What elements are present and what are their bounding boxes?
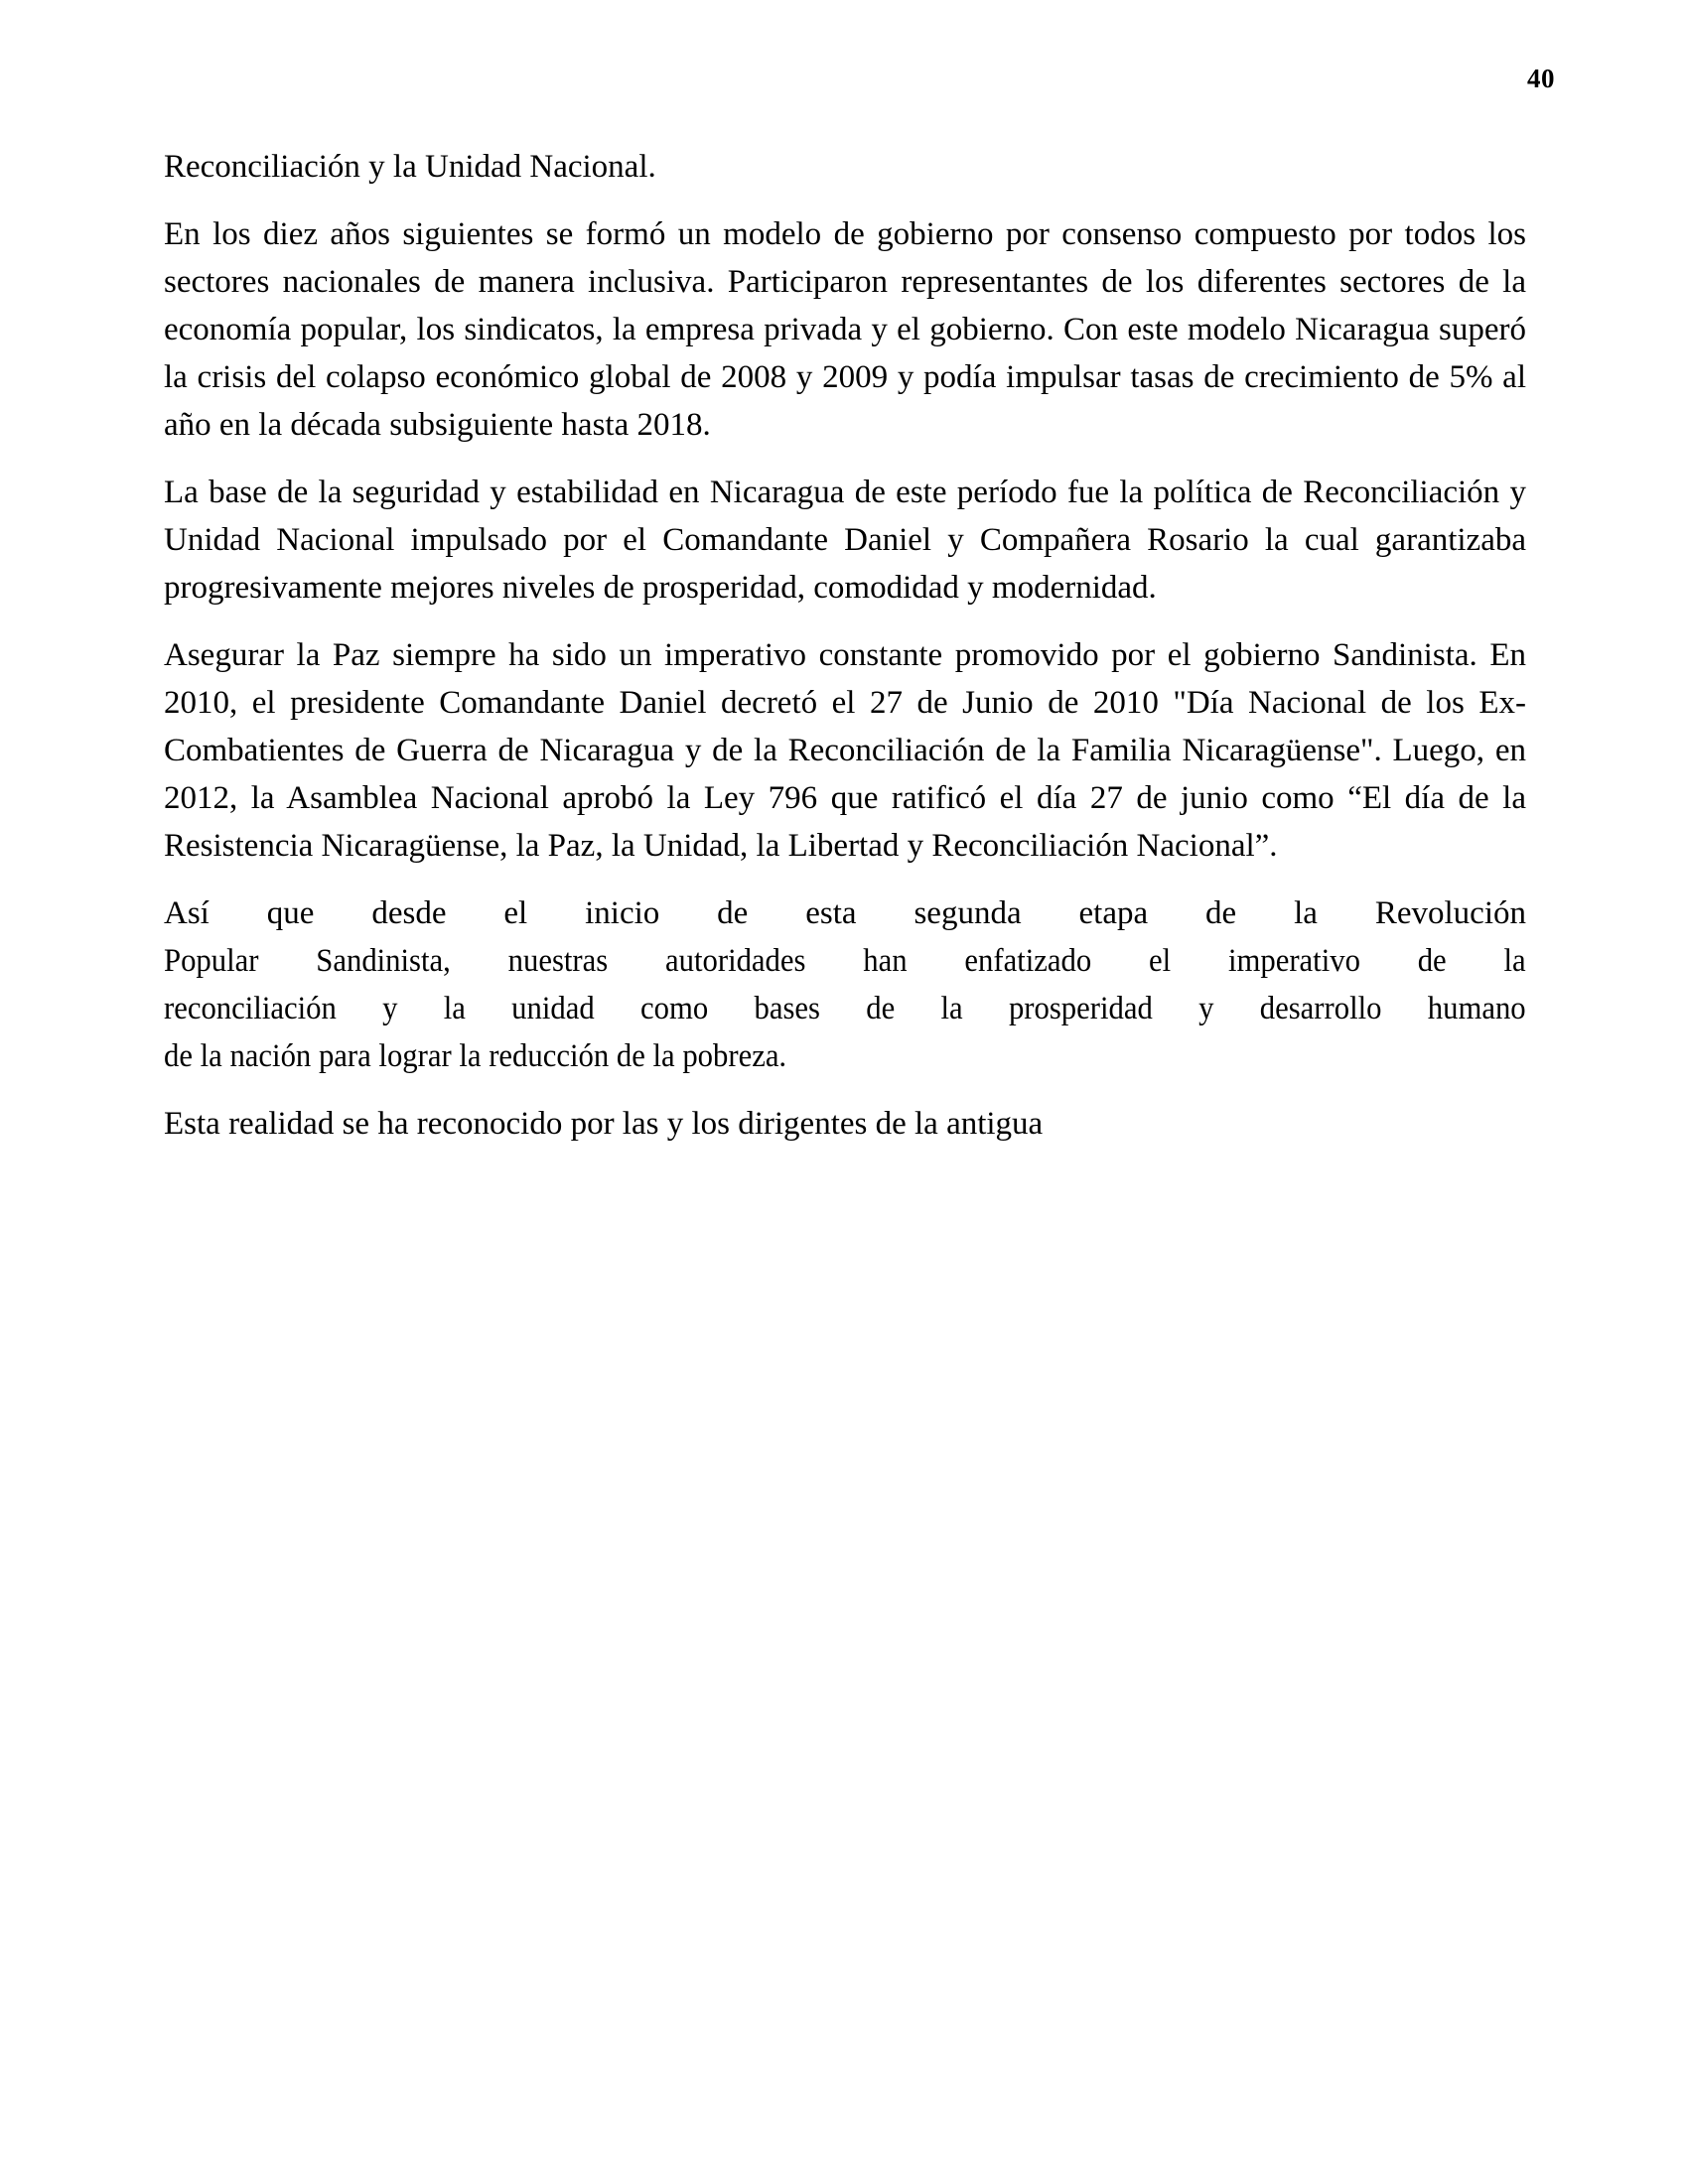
paragraph-5-line-2: Popular Sandinista, nuestras autoridades han enfatizado el imperativo de la bbox=[164, 943, 1526, 979]
body-text-column bbox=[164, 143, 1526, 1148]
paragraph-5-line-1: Así que desde el inicio de esta segunda etapa de la Revolución bbox=[164, 895, 1526, 931]
paragraph-3: La base de la seguridad y estabilidad en Nicaragua de este período fue la política de Reconciliación y Unidad Nacional impulsado por el Comandante Daniel y Compañera Rosario la cual garantizaba progresivamente mejores niveles de prosperidad, comodidad y modernidad. bbox=[164, 475, 1526, 606]
page-number: 40 bbox=[1527, 64, 1555, 93]
paragraph-2: En los diez años siguientes se formó un modelo de gobierno por consenso compuesto por todos los sectores nacionales de manera inclusiva. Participaron representantes de los diferentes sectores de la economía popular, los sindicatos, la empresa privada y el gobierno. Con este modelo Nicaragua superó la crisis del colapso económico global de 2008 y 2009 y podía impulsar tasas de crecimiento de 5% al año en la década subsiguiente hasta 2018. bbox=[164, 216, 1526, 443]
paragraph-5 bbox=[164, 889, 1526, 1080]
paragraph-4: Asegurar la Paz siempre ha sido un imperativo constante promovido por el gobierno Sandinista. En 2010, el presidente Comandante Daniel decretó el 27 de Junio de 2010 "Día Nacional de los Ex-Combatientes de Guerra de Nicaragua y de la Reconciliación de la Familia Nicaragüense". Luego, en 2012, la Asamblea Nacional aprobó la Ley 796 que ratificó el día 27 de junio como “El día de la Resistencia Nicaragüense, la Paz, la Unidad, la Libertad y Reconciliación Nacional”. bbox=[164, 637, 1526, 864]
paragraph-5-line-3: reconciliación y la unidad como bases de la prosperidad y desarrollo humano bbox=[164, 991, 1526, 1026]
paragraph-1: Reconciliación y la Unidad Nacional. bbox=[164, 149, 656, 185]
paragraph-5-line-4: de la nación para lograr la reducción de la pobreza. bbox=[164, 1038, 787, 1074]
paragraph-6: Esta realidad se ha reconocido por las y los dirigentes de la antigua bbox=[164, 1106, 1044, 1142]
